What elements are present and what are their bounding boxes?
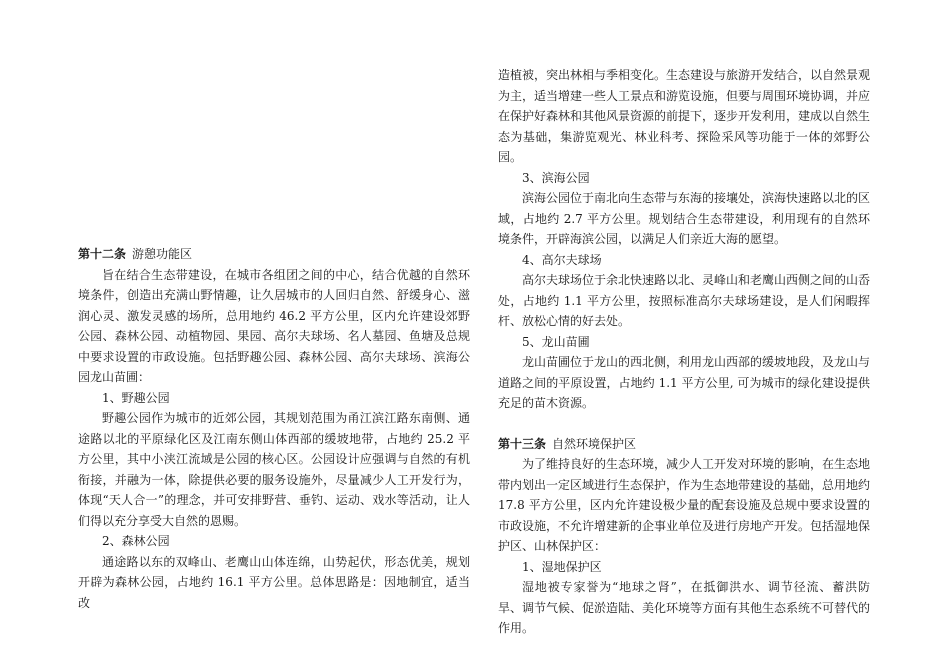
item-1-heading: 1、野趣公园 bbox=[102, 390, 170, 405]
article-13-intro: 为了维持良好的生态环境，减少人工开发对环境的影响，在生态地带内划出一定区域进行生态保护，作为生态地带建设的基础，总用地约 17.8 平方公里，区内允许建设极少量的配套设施及总规中要求设置的市政设施，不允许增建新的企事业单位及进行房地产开发。包括湿地保护区、山林保护区： bbox=[498, 457, 871, 553]
article-13-number: 第十三条 bbox=[498, 436, 547, 451]
item-5-text: 龙山苗圃位于龙山的西北侧，利用龙山西部的缓坡地段，及龙山与道路之间的平原设置，占地约 1.1 平方公里, 可为城市的绿化建设提供充足的苗木资源。 bbox=[498, 355, 871, 410]
item-2-continued-text: 造植被，突出林相与季相变化。生态建设与旅游开发结合，以自然景观为主，适当增建一些人工景点和游览设施，但要与周围环境协调，并应在保护好森林和其他风景资源的前提下，逐步开发利用，建成以自然生态为基础，集游览观光、林业科考、探险采风等功能于一体的郊野公园。 bbox=[498, 68, 871, 164]
item-1-text: 野趣公园作为城市的近郊公园，其规划范围为甬江滨江路东南侧、通途路以北的平原绿化区及江南东侧山体西部的缓坡地带，占地约 25.2 平方公里，其中小浃江流域是公园的核心区。公园设计应强调与自然的有机衔接，并融为一体，除提供必要的服务设施外，尽量减少人工开发行为，体现“天人合一”的理念，并可安排野营、垂钓、运动、戏水等活动，让人们得以充分享受大自然的恩赐。 bbox=[78, 411, 470, 528]
article-12-heading bbox=[78, 244, 470, 265]
item-3-heading: 3、滨海公园 bbox=[522, 170, 590, 185]
item-2-heading: 2、森林公园 bbox=[102, 534, 170, 548]
item-4-heading: 4、高尔夫球场 bbox=[522, 252, 602, 267]
article-13-heading bbox=[498, 434, 870, 455]
left-column bbox=[78, 244, 470, 613]
right-column bbox=[498, 65, 870, 639]
sub-1-heading: 1、湿地保护区 bbox=[522, 559, 602, 574]
article-12-intro: 旨在结合生态带建设，在城市各组团之间的中心，结合优越的自然环境条件，创造出充满山野情趣，让久居城市的人回归自然、舒缓身心、滋润心灵、激发灵感的场所，总用地约 46.2 平方公里，区内允许建设郊野公园、森林公园、动植物园、果园、高尔夫球场、名人墓园、鱼塘及总规中要求设置的市政设施。包括野趣公园、森林公园、高尔夫球场、滨海公园龙山苗圃： bbox=[78, 267, 470, 384]
item-2-text: 通途路以东的双峰山、老鹰山山体连绵，山势起伏，形态优美，规划开辟为森林公园，占地约 16.1 平方公里。总体思路是：因地制宜，适当改 bbox=[78, 554, 470, 610]
article-12-number: 第十二条 bbox=[78, 247, 127, 261]
item-3-text: 滨海公园位于南北向生态带与东海的接壤处，滨海快速路以北的区域，占地约 2.7 平方公里。规划结合生态带建设，利用现有的自然环境条件，开辟海滨公园，以满足人们亲近大海的愿望。 bbox=[498, 191, 871, 246]
section-gap bbox=[498, 414, 870, 434]
sub-1-text: 湿地被专家誉为“地球之肾”，在抵御洪水、调节径流、蓄洪防旱、调节气候、促淤造陆、美化环境等方面有其他生态系统不可替代的作用。 bbox=[498, 580, 871, 635]
article-13-title: 自然环境保护区 bbox=[552, 436, 637, 451]
item-4-text: 高尔夫球场位于余北快速路以北、灵峰山和老鹰山西侧之间的山岙处，占地约 1.1 平方公里，按照标准高尔夫球场建设，是人们闲暇挥杆、放松心情的好去处。 bbox=[498, 273, 871, 328]
item-5-heading: 5、龙山苗圃 bbox=[522, 334, 590, 349]
article-12-title: 游憩功能区 bbox=[132, 247, 193, 261]
